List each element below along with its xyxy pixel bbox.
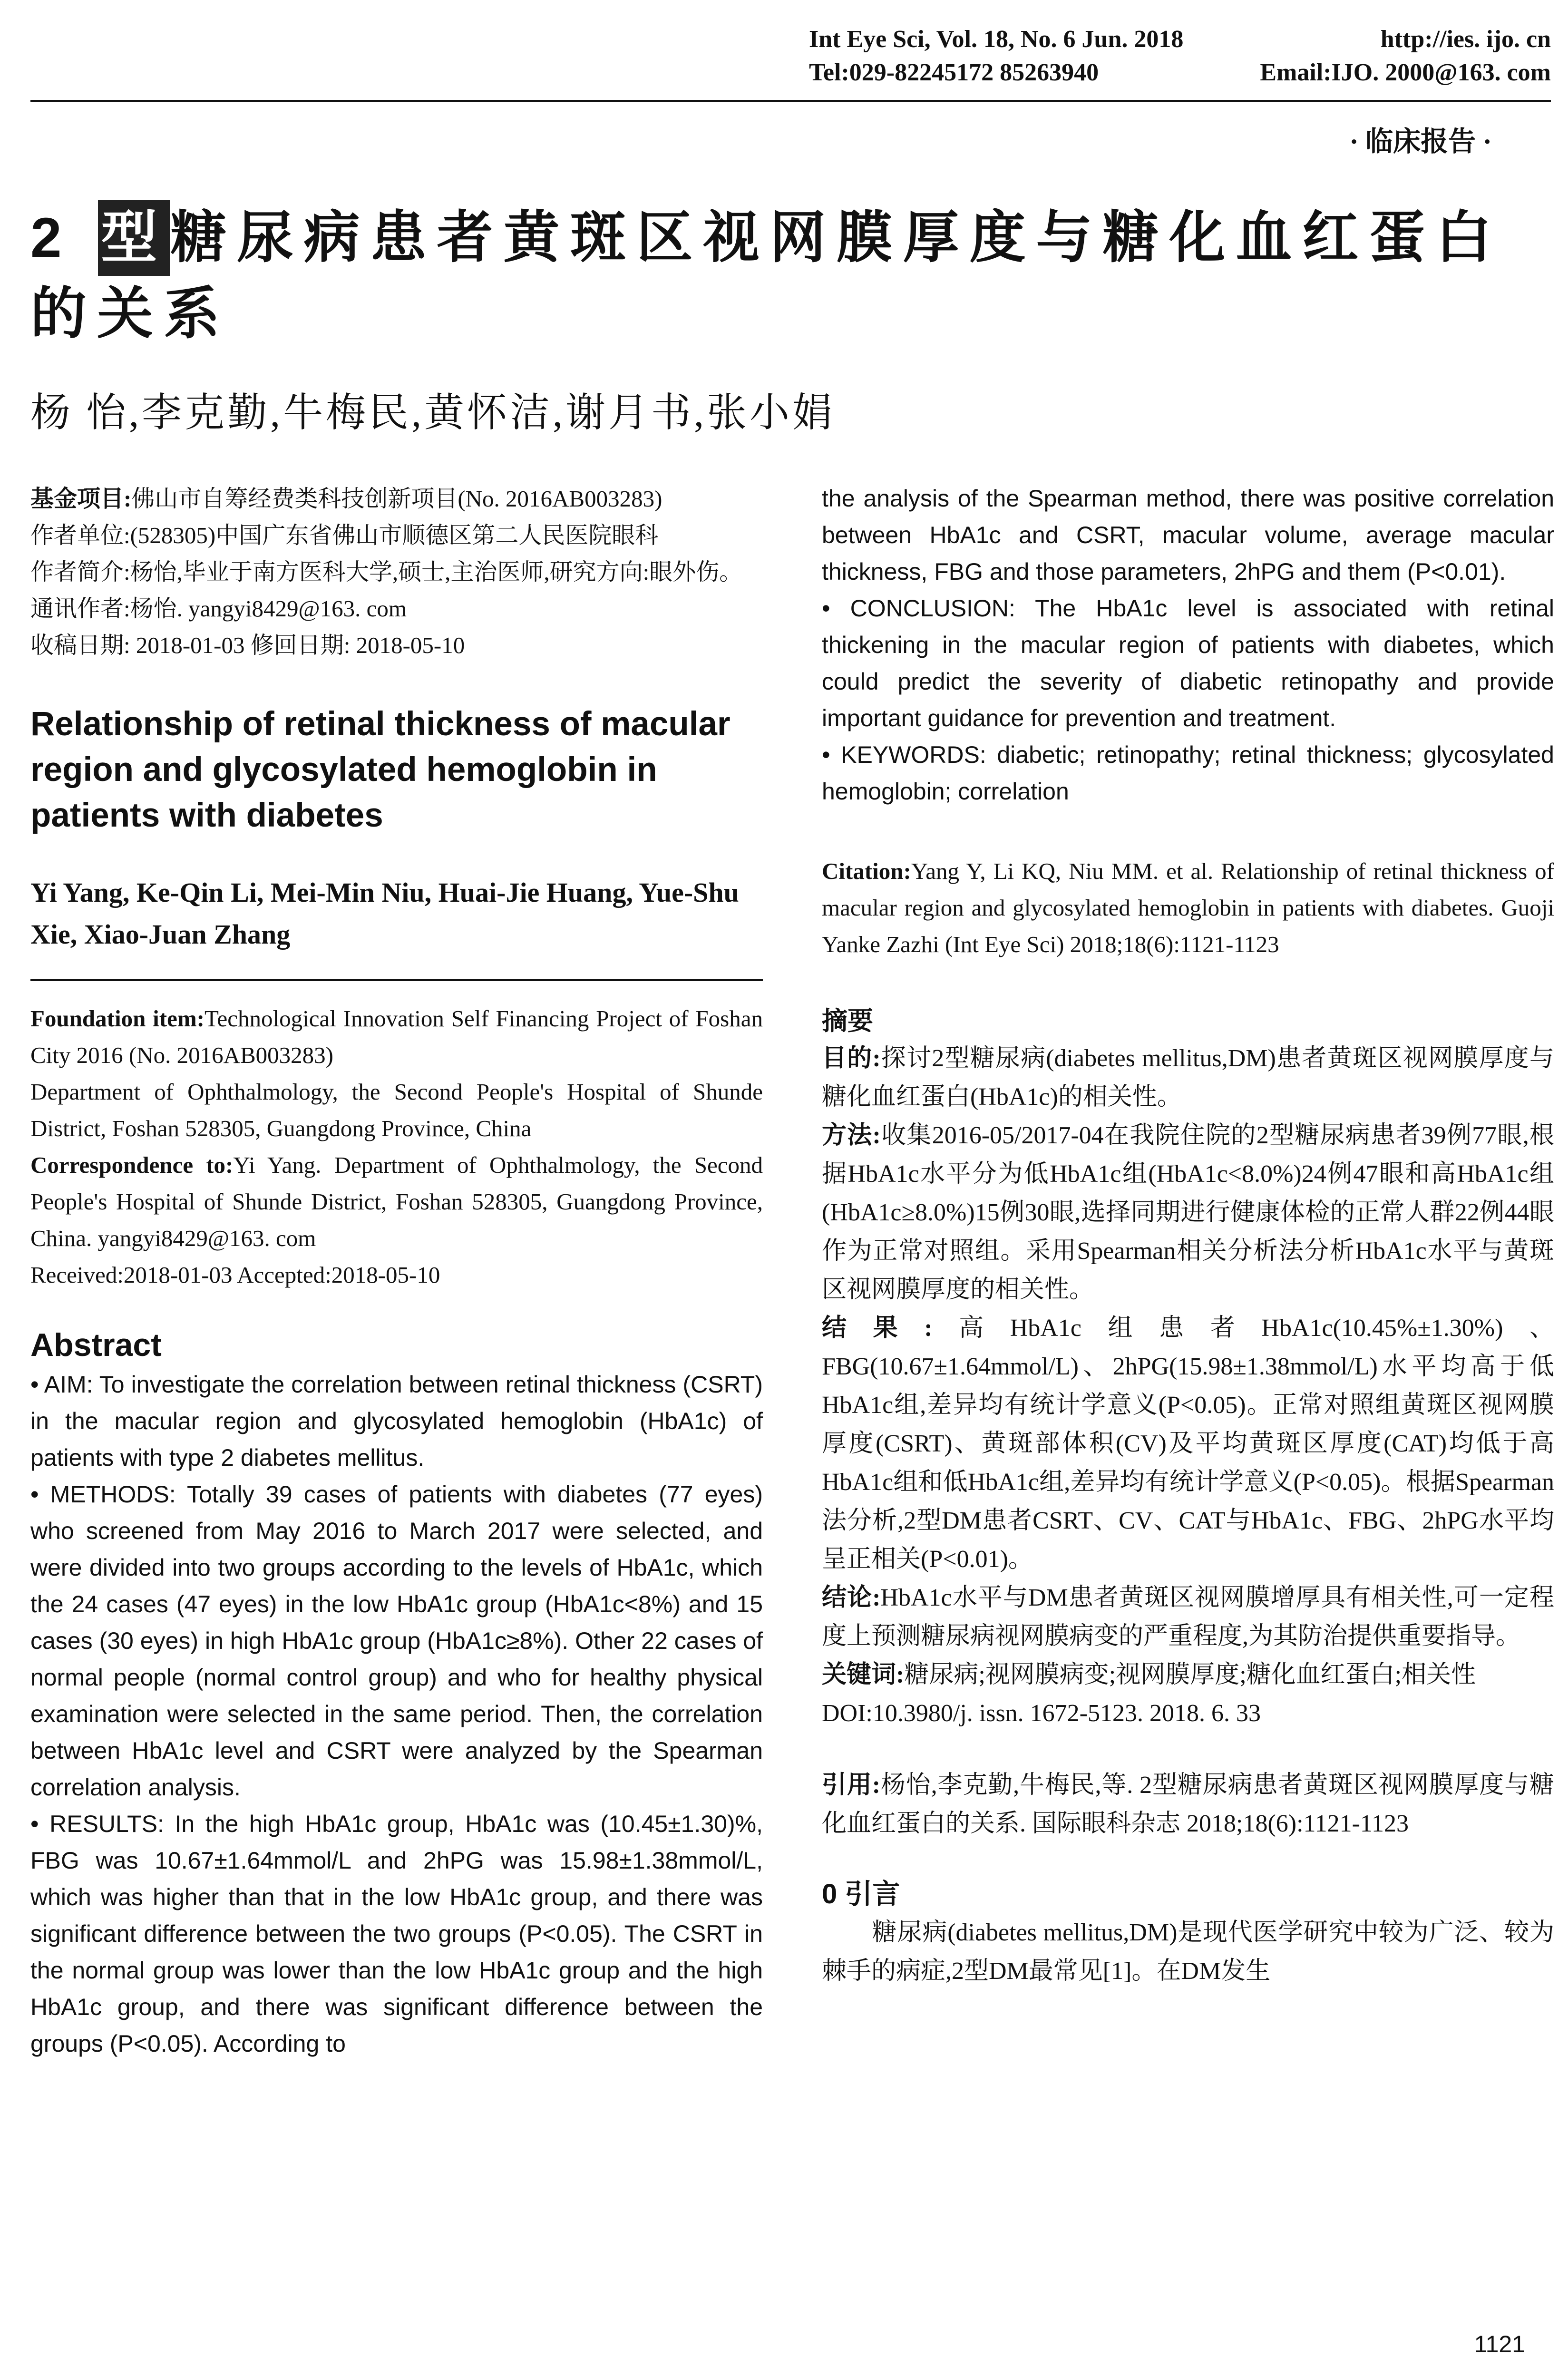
- journal-tel: Tel:029-82245172 85263940: [809, 59, 1099, 86]
- citation-cn-text: 杨怡,李克勤,牛梅民,等. 2型糖尿病患者黄斑区视网膜厚度与糖化血红蛋白的关系. 国际眼科杂志 2018;18(6):1121-1123: [822, 1772, 1554, 1837]
- abstract-heading: Abstract: [30, 1327, 162, 1363]
- citation-en: [822, 853, 1554, 963]
- abstract-results-cont: the analysis of the Spearman method, there was positive correlation between HbA1c and CSRT, macular volume, average macular thickness, FBG and those parameters, 2hPG and them (P<0.01).: [822, 485, 1554, 585]
- header-line-2: [809, 56, 1551, 89]
- foundation-text: Technological Innovation Self Financing Project of Foshan City 2016 (No. 2016AB003283): [30, 1005, 763, 1068]
- conclusion-cn-label: 结论:: [822, 1584, 881, 1611]
- abstract-cn-result: [822, 1309, 1554, 1578]
- citation-cn: [822, 1766, 1554, 1843]
- fund-text: 佛山市自筹经费类科技创新项目(No. 2016AB003283): [131, 486, 662, 512]
- keywords-cn-text: 糖尿病;视网膜病变;视网膜厚度;糖化血红蛋白;相关性: [904, 1661, 1476, 1688]
- doi: DOI:10.3980/j. issn. 1672-5123. 2018. 6. 33: [822, 1700, 1261, 1727]
- journal-email: Email:IJO. 2000@163. com: [1260, 59, 1551, 86]
- method-cn-text: 收集2016-05/2017-04在我院住院的2型糖尿病患者39例77眼,根据HbA1c水平分为低HbA1c组(HbA1c<8.0%)24例47眼和高HbA1c组(HbA1c≥8.0%)15例30眼,选择同期进行健康体检的正常人群22例44眼作为正常对照组。采用Spearman相关分析法分析HbA1c水平与黄斑区视网膜厚度的相关性。: [822, 1122, 1554, 1303]
- department-en: Department of Ophthalmology, the Second People's Hospital of Shunde District, Foshan 528305, Guangdong Province, China: [30, 1079, 763, 1141]
- citation-cn-label: 引用:: [822, 1772, 881, 1799]
- conclusion-cn-text: HbA1c水平与DM患者黄斑区视网膜增厚具有相关性,可一定程度上预测糖尿病视网膜病变的严重程度,为其防治提供重要指导。: [822, 1584, 1554, 1650]
- header-rule: [30, 100, 1551, 102]
- citation-text: Yang Y, Li KQ, Niu MM. et al. Relationship of retinal thickness of macular region and glycosylated hemoglobin in patients with diabetes. Guoji Yanke Zazhi (Int Eye Sci) 2018;18(6):1121-1123: [822, 858, 1554, 957]
- intro-text: 糖尿病(diabetes mellitus,DM)是现代医学研究中较为广泛、较为棘手的病症,2型DM最常见[1]。在DM发生: [822, 1919, 1554, 1985]
- fund-label: 基金项目:: [30, 486, 132, 512]
- meta-en: [30, 1000, 763, 1293]
- section-tag: · 临床报告 ·: [1349, 126, 1492, 157]
- aim-cn-label: 目的:: [822, 1045, 881, 1072]
- english-authors: Yi Yang, Ke-Qin Li, Mei-Min Niu, Huai-Jie Huang, Yue-Shu Xie, Xiao-Juan Zhang: [30, 877, 739, 950]
- bio-cn: 作者简介:杨怡,毕业于南方医科大学,硕士,主治医师,研究方向:眼外伤。: [30, 559, 743, 585]
- abstract-cn-conclusion: [822, 1578, 1554, 1656]
- english-title: Relationship of retinal thickness of macular region and glycosylated hemoglobin in patients with diabetes: [30, 705, 730, 834]
- correspondence-text: Yi Yang. Department of Ophthalmology, the Second People's Hospital of Shunde District, Foshan 528305, Guangdong Province, China. yangyi8429@163. com: [30, 1152, 763, 1251]
- corr-cn: 通讯作者:杨怡. yangyi8429@163. com: [30, 595, 407, 622]
- abstract-cn-method: [822, 1116, 1554, 1309]
- keywords-cn-label: 关键词:: [822, 1661, 905, 1688]
- abstract-cn-keywords: [822, 1656, 1554, 1694]
- article-title: [30, 200, 1548, 352]
- abstract-cn-aim: [822, 1039, 1554, 1116]
- dates-cn: 收稿日期: 2018-01-03 修回日期: 2018-05-10: [30, 632, 465, 658]
- foundation-label: Foundation item:: [30, 1005, 205, 1032]
- result-cn-label: 结果:: [822, 1315, 933, 1342]
- authors-cn: 杨 怡,李克勤,牛梅民,黄怀洁,谢月书,张小娟: [30, 391, 836, 435]
- title-highlight: 型: [98, 200, 170, 276]
- abstract-results: • RESULTS: In the high HbA1c group, HbA1c was (10.45±1.30)%, FBG was 10.67±1.64mmol/L and 2hPG was 15.98±1.38mmol/L, which was higher than that in the low HbA1c group, and there was significant difference between the two groups (P<0.05). The CSRT in the normal group was lower than the low HbA1c group and the high HbA1c group, and there was significant difference between the groups (P<0.05). According to: [30, 1811, 763, 2057]
- journal-header: [809, 23, 1551, 89]
- correspondence-label: Correspondence to:: [30, 1152, 234, 1178]
- intro-heading: 0 引言: [822, 1879, 900, 1909]
- right-column: [822, 480, 1554, 1990]
- fund-cn: [30, 480, 763, 517]
- abstract-cn-heading: 摘要: [822, 1007, 873, 1035]
- abstract-aim: • AIM: To investigate the correlation between retinal thickness (CSRT) in the macular region and glycosylated hemoglobin (HbA1c) of patients with type 2 diabetes mellitus.: [30, 1371, 763, 1471]
- method-cn-label: 方法:: [822, 1122, 881, 1149]
- meta-cn: [30, 480, 763, 663]
- citation-label: Citation:: [822, 858, 911, 884]
- left-column: [30, 480, 763, 2062]
- section-rule: [30, 979, 763, 981]
- dates-en: Received:2018-01-03 Accepted:2018-05-10: [30, 1262, 440, 1288]
- foundation-en: [30, 1000, 763, 1073]
- unit-cn: 作者单位:(528305)中国广东省佛山市顺德区第二人民医院眼科: [30, 522, 659, 548]
- abstract-methods: • METHODS: Totally 39 cases of patients with diabetes (77 eyes) who screened from May 2016 to March 2017 were selected, and were divided into two groups according to the levels of HbA1c, which the 24 cases (47 eyes) in the low HbA1c group (HbA1c<8%) and 15 cases (30 eyes) in high HbA1c group (HbA1c≥8%). Other 22 cases of normal people (normal control group) and who for healthy physical examination were selected in the same period. Then, the correlation between HbA1c level and CSRT were analyzed by the Spearman correlation analysis.: [30, 1481, 763, 1801]
- journal-issue: Int Eye Sci, Vol. 18, No. 6 Jun. 2018: [809, 26, 1184, 53]
- abstract-keywords: • KEYWORDS: diabetic; retinopathy; retinal thickness; glycosylated hemoglobin; correlation: [822, 741, 1554, 805]
- aim-cn-text: 探讨2型糖尿病(diabetes mellitus,DM)患者黄斑区视网膜厚度与糖化血红蛋白(HbA1c)的相关性。: [822, 1045, 1554, 1111]
- title-rest: 糖尿病患者黄斑区视网膜厚度与糖化血红蛋白的关系: [30, 206, 1502, 345]
- page-number: 1121: [1474, 2331, 1525, 2358]
- result-cn-text: 高HbA1c组患者HbA1c(10.45%±1.30%)、FBG(10.67±1.64mmol/L)、2hPG(15.98±1.38mmol/L)水平均高于低HbA1c组,差异均有统计学意义(P<0.05)。正常对照组黄斑区视网膜厚度(CSRT)、黄斑部体积(CV)及平均黄斑区厚度(CAT)均低于高HbA1c组和低HbA1c组,差异均有统计学意义(P<0.05)。根据Spearman法分析,2型DM患者CSRT、CV、CAT与HbA1c、FBG、2hPG水平均呈正相关(P<0.01)。: [822, 1315, 1554, 1573]
- header-line-1: [809, 23, 1551, 56]
- title-prefix: 2: [30, 206, 98, 269]
- abstract-conclusion: • CONCLUSION: The HbA1c level is associated with retinal thickening in the macular region of patients with diabetes, which could predict the severity of diabetic retinopathy and provide important guidance for prevention and treatment.: [822, 595, 1554, 731]
- journal-url: http://ies. ijo. cn: [1380, 26, 1551, 53]
- correspondence-en: [30, 1147, 763, 1257]
